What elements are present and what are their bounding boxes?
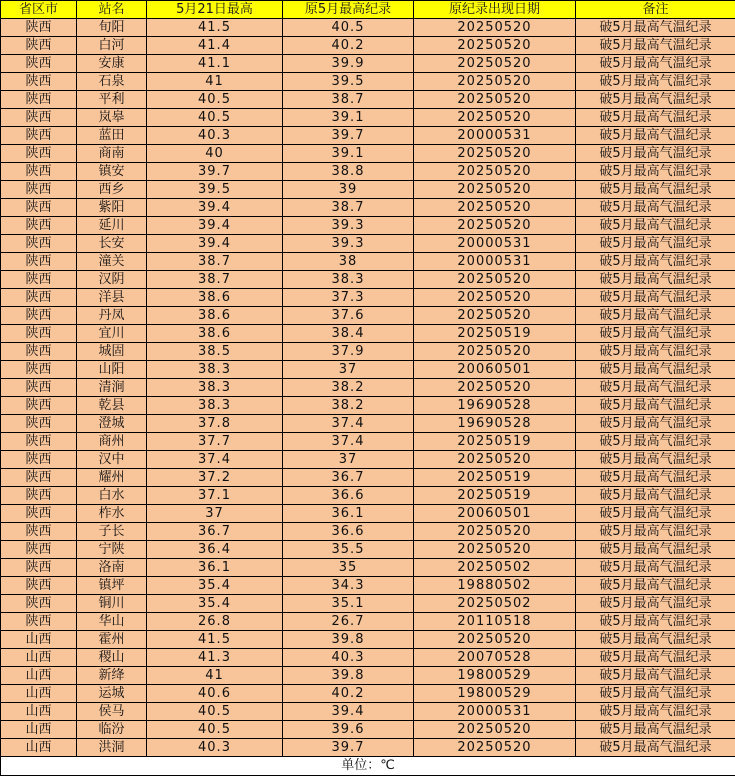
- old-record-cell[interactable]: 39.3: [283, 217, 414, 235]
- province-cell[interactable]: 陕西: [1, 469, 77, 487]
- province-cell[interactable]: 陕西: [1, 271, 77, 289]
- province-cell[interactable]: 陕西: [1, 613, 77, 631]
- remark-cell[interactable]: 破5月最高气温纪录: [576, 703, 735, 721]
- remark-cell[interactable]: 破5月最高气温纪录: [576, 235, 735, 253]
- may21-max-cell[interactable]: 37.4: [147, 451, 283, 469]
- station-cell[interactable]: 新绛: [77, 667, 147, 685]
- record-date-cell[interactable]: 20250520: [414, 91, 576, 109]
- station-cell[interactable]: 耀州: [77, 469, 147, 487]
- table-row: [1, 397, 735, 415]
- table-row: [1, 613, 735, 631]
- station-cell[interactable]: 潼关: [77, 253, 147, 271]
- table-row: [1, 667, 735, 685]
- old-record-cell[interactable]: 39.5: [283, 73, 414, 91]
- may21-max-cell[interactable]: 41.4: [147, 37, 283, 55]
- province-cell[interactable]: 山西: [1, 703, 77, 721]
- table-row: [1, 523, 735, 541]
- province-cell[interactable]: 陕西: [1, 505, 77, 523]
- remark-cell[interactable]: 破5月最高气温纪录: [576, 685, 735, 703]
- province-cell[interactable]: 陕西: [1, 361, 77, 379]
- old-record-cell[interactable]: 38.4: [283, 325, 414, 343]
- station-cell[interactable]: 丹凤: [77, 307, 147, 325]
- may21-max-cell[interactable]: 40.5: [147, 721, 283, 739]
- record-date-cell[interactable]: 20000531: [414, 703, 576, 721]
- remark-cell[interactable]: 破5月最高气温纪录: [576, 37, 735, 55]
- may21-max-cell[interactable]: 38.3: [147, 397, 283, 415]
- old-record-cell[interactable]: 38.8: [283, 163, 414, 181]
- record-date-cell[interactable]: 20250520: [414, 37, 576, 55]
- may21-max-cell[interactable]: 37.1: [147, 487, 283, 505]
- province-cell[interactable]: 陕西: [1, 91, 77, 109]
- record-date-cell[interactable]: 20250520: [414, 307, 576, 325]
- old-record-cell[interactable]: 36.6: [283, 487, 414, 505]
- old-record-cell[interactable]: 37.3: [283, 289, 414, 307]
- may21-max-cell[interactable]: 26.8: [147, 613, 283, 631]
- province-cell[interactable]: 陕西: [1, 73, 77, 91]
- may21-max-cell[interactable]: 36.4: [147, 541, 283, 559]
- old-record-cell[interactable]: 38.2: [283, 397, 414, 415]
- station-cell[interactable]: 洋县: [77, 289, 147, 307]
- old-record-cell[interactable]: 36.1: [283, 505, 414, 523]
- table-row: [1, 559, 735, 577]
- record-date-cell[interactable]: 20250520: [414, 217, 576, 235]
- may21-max-cell[interactable]: 39.5: [147, 181, 283, 199]
- record-date-cell[interactable]: 20250519: [414, 325, 576, 343]
- table-row: [1, 73, 735, 91]
- station-cell[interactable]: 长安: [77, 235, 147, 253]
- record-date-cell[interactable]: 20250520: [414, 145, 576, 163]
- old-record-cell[interactable]: 40.2: [283, 685, 414, 703]
- table-row: [1, 361, 735, 379]
- record-date-cell[interactable]: 20250502: [414, 559, 576, 577]
- table-row: [1, 451, 735, 469]
- may21-max-cell[interactable]: 41: [147, 667, 283, 685]
- remark-cell[interactable]: 破5月最高气温纪录: [576, 325, 735, 343]
- header-remark[interactable]: 备注: [576, 1, 735, 19]
- station-cell[interactable]: 乾县: [77, 397, 147, 415]
- remark-cell[interactable]: 破5月最高气温纪录: [576, 73, 735, 91]
- table-row: [1, 163, 735, 181]
- remark-cell[interactable]: 破5月最高气温纪录: [576, 469, 735, 487]
- remark-cell[interactable]: 破5月最高气温纪录: [576, 505, 735, 523]
- province-cell[interactable]: 山西: [1, 649, 77, 667]
- province-cell[interactable]: 陕西: [1, 109, 77, 127]
- province-cell[interactable]: 陕西: [1, 415, 77, 433]
- may21-max-cell[interactable]: 37.8: [147, 415, 283, 433]
- record-date-cell[interactable]: 20250520: [414, 541, 576, 559]
- old-record-cell[interactable]: 35: [283, 559, 414, 577]
- may21-max-cell[interactable]: 37.7: [147, 433, 283, 451]
- remark-cell[interactable]: 破5月最高气温纪录: [576, 253, 735, 271]
- old-record-cell[interactable]: 38.7: [283, 199, 414, 217]
- footer-row: [1, 757, 735, 776]
- table-row: [1, 433, 735, 451]
- table-row: [1, 631, 735, 649]
- remark-cell[interactable]: 破5月最高气温纪录: [576, 523, 735, 541]
- may21-max-cell[interactable]: 40: [147, 145, 283, 163]
- remark-cell[interactable]: 破5月最高气温纪录: [576, 343, 735, 361]
- header-may21-max[interactable]: 5月21日最高: [147, 1, 283, 19]
- province-cell[interactable]: 陕西: [1, 37, 77, 55]
- record-date-cell[interactable]: 20250520: [414, 73, 576, 91]
- remark-cell[interactable]: 破5月最高气温纪录: [576, 559, 735, 577]
- station-cell[interactable]: 清涧: [77, 379, 147, 397]
- station-cell[interactable]: 侯马: [77, 703, 147, 721]
- record-date-cell[interactable]: 20060501: [414, 361, 576, 379]
- old-record-cell[interactable]: 39.7: [283, 739, 414, 757]
- old-record-cell[interactable]: 39.8: [283, 631, 414, 649]
- remark-cell[interactable]: 破5月最高气温纪录: [576, 649, 735, 667]
- old-record-cell[interactable]: 38: [283, 253, 414, 271]
- may21-max-cell[interactable]: 40.6: [147, 685, 283, 703]
- remark-cell[interactable]: 破5月最高气温纪录: [576, 667, 735, 685]
- station-cell[interactable]: 华山: [77, 613, 147, 631]
- station-cell[interactable]: 西乡: [77, 181, 147, 199]
- remark-cell[interactable]: 破5月最高气温纪录: [576, 181, 735, 199]
- header-old-record[interactable]: 原5月最高纪录: [283, 1, 414, 19]
- may21-max-cell[interactable]: 41.5: [147, 631, 283, 649]
- may21-max-cell[interactable]: 37: [147, 505, 283, 523]
- table-row: [1, 253, 735, 271]
- remark-cell[interactable]: 破5月最高气温纪录: [576, 217, 735, 235]
- record-date-cell[interactable]: 19690528: [414, 397, 576, 415]
- record-date-cell[interactable]: 19690528: [414, 415, 576, 433]
- may21-max-cell[interactable]: 38.7: [147, 253, 283, 271]
- record-date-cell[interactable]: 19800529: [414, 667, 576, 685]
- table-row: [1, 343, 735, 361]
- old-record-cell[interactable]: 35.5: [283, 541, 414, 559]
- may21-max-cell[interactable]: 39.7: [147, 163, 283, 181]
- may21-max-cell[interactable]: 38.3: [147, 379, 283, 397]
- may21-max-cell[interactable]: 35.4: [147, 595, 283, 613]
- remark-cell[interactable]: 破5月最高气温纪录: [576, 307, 735, 325]
- table-row: [1, 55, 735, 73]
- unit-note[interactable]: 单位：℃: [1, 757, 735, 776]
- station-cell[interactable]: 山阳: [77, 361, 147, 379]
- may21-max-cell[interactable]: 40.5: [147, 91, 283, 109]
- record-date-cell[interactable]: 20250520: [414, 343, 576, 361]
- station-cell[interactable]: 岚皋: [77, 109, 147, 127]
- remark-cell[interactable]: 破5月最高气温纪录: [576, 397, 735, 415]
- province-cell[interactable]: 陕西: [1, 289, 77, 307]
- province-cell[interactable]: 陕西: [1, 523, 77, 541]
- old-record-cell[interactable]: 39.3: [283, 235, 414, 253]
- old-record-cell[interactable]: 40.3: [283, 649, 414, 667]
- record-date-cell[interactable]: 20250520: [414, 523, 576, 541]
- station-cell[interactable]: 石泉: [77, 73, 147, 91]
- table-row: [1, 415, 735, 433]
- old-record-cell[interactable]: 40.2: [283, 37, 414, 55]
- table-row: [1, 289, 735, 307]
- table-row: [1, 595, 735, 613]
- province-cell[interactable]: 陕西: [1, 451, 77, 469]
- old-record-cell[interactable]: 37.6: [283, 307, 414, 325]
- may21-max-cell[interactable]: 38.5: [147, 343, 283, 361]
- record-date-cell[interactable]: 19800529: [414, 685, 576, 703]
- station-cell[interactable]: 汉阴: [77, 271, 147, 289]
- old-record-cell[interactable]: 37: [283, 451, 414, 469]
- header-record-date[interactable]: 原纪录出现日期: [414, 1, 576, 19]
- table-row: [1, 109, 735, 127]
- province-cell[interactable]: 陕西: [1, 379, 77, 397]
- old-record-cell[interactable]: 26.7: [283, 613, 414, 631]
- remark-cell[interactable]: 破5月最高气温纪录: [576, 109, 735, 127]
- station-cell[interactable]: 宜川: [77, 325, 147, 343]
- table-row: [1, 199, 735, 217]
- province-cell[interactable]: 陕西: [1, 307, 77, 325]
- remark-cell[interactable]: 破5月最高气温纪录: [576, 433, 735, 451]
- province-cell[interactable]: 陕西: [1, 343, 77, 361]
- table-row: [1, 577, 735, 595]
- record-date-cell[interactable]: 20250520: [414, 271, 576, 289]
- remark-cell[interactable]: 破5月最高气温纪录: [576, 361, 735, 379]
- record-date-cell[interactable]: 20250502: [414, 595, 576, 613]
- station-cell[interactable]: 白河: [77, 37, 147, 55]
- old-record-cell[interactable]: 39.8: [283, 667, 414, 685]
- table-row: [1, 307, 735, 325]
- may21-max-cell[interactable]: 41.5: [147, 19, 283, 37]
- table-row: [1, 217, 735, 235]
- record-date-cell[interactable]: 20060501: [414, 505, 576, 523]
- station-cell[interactable]: 柞水: [77, 505, 147, 523]
- old-record-cell[interactable]: 39.7: [283, 127, 414, 145]
- province-cell[interactable]: 陕西: [1, 235, 77, 253]
- province-cell[interactable]: 陕西: [1, 595, 77, 613]
- station-cell[interactable]: 商南: [77, 145, 147, 163]
- station-cell[interactable]: 宁陕: [77, 541, 147, 559]
- station-cell[interactable]: 蓝田: [77, 127, 147, 145]
- record-date-cell[interactable]: 20250520: [414, 199, 576, 217]
- remark-cell[interactable]: 破5月最高气温纪录: [576, 595, 735, 613]
- may21-max-cell[interactable]: 36.1: [147, 559, 283, 577]
- remark-cell[interactable]: 破5月最高气温纪录: [576, 289, 735, 307]
- record-date-cell[interactable]: 19880502: [414, 577, 576, 595]
- province-cell[interactable]: 山西: [1, 739, 77, 757]
- header-station[interactable]: 站名: [77, 1, 147, 19]
- may21-max-cell[interactable]: 35.4: [147, 577, 283, 595]
- table-row: [1, 181, 735, 199]
- table-row: [1, 145, 735, 163]
- may21-max-cell[interactable]: 36.7: [147, 523, 283, 541]
- table-row: [1, 91, 735, 109]
- remark-cell[interactable]: 破5月最高气温纪录: [576, 163, 735, 181]
- remark-cell[interactable]: 破5月最高气温纪录: [576, 487, 735, 505]
- may21-max-cell[interactable]: 39.4: [147, 217, 283, 235]
- province-cell[interactable]: 陕西: [1, 433, 77, 451]
- record-date-cell[interactable]: 20250520: [414, 55, 576, 73]
- province-cell[interactable]: 陕西: [1, 145, 77, 163]
- remark-cell[interactable]: 破5月最高气温纪录: [576, 271, 735, 289]
- record-date-cell[interactable]: 20250520: [414, 379, 576, 397]
- station-cell[interactable]: 延川: [77, 217, 147, 235]
- record-date-cell[interactable]: 20250519: [414, 469, 576, 487]
- old-record-cell[interactable]: 39.4: [283, 703, 414, 721]
- station-cell[interactable]: 平利: [77, 91, 147, 109]
- record-date-cell[interactable]: 20000531: [414, 235, 576, 253]
- may21-max-cell[interactable]: 40.5: [147, 703, 283, 721]
- remark-cell[interactable]: 破5月最高气温纪录: [576, 127, 735, 145]
- province-cell[interactable]: 陕西: [1, 487, 77, 505]
- old-record-cell[interactable]: 37: [283, 361, 414, 379]
- record-date-cell[interactable]: 20250520: [414, 181, 576, 199]
- remark-cell[interactable]: 破5月最高气温纪录: [576, 145, 735, 163]
- province-cell[interactable]: 陕西: [1, 541, 77, 559]
- may21-max-cell[interactable]: 41.3: [147, 649, 283, 667]
- table-row: [1, 469, 735, 487]
- may21-max-cell[interactable]: 40.3: [147, 127, 283, 145]
- record-date-cell[interactable]: 20000531: [414, 253, 576, 271]
- station-cell[interactable]: 稷山: [77, 649, 147, 667]
- table-row: [1, 487, 735, 505]
- table-row: [1, 325, 735, 343]
- table-row: [1, 127, 735, 145]
- remark-cell[interactable]: 破5月最高气温纪录: [576, 415, 735, 433]
- station-cell[interactable]: 澄城: [77, 415, 147, 433]
- may21-max-cell[interactable]: 38.3: [147, 361, 283, 379]
- record-date-cell[interactable]: 20070528: [414, 649, 576, 667]
- record-date-cell[interactable]: 20250520: [414, 631, 576, 649]
- old-record-cell[interactable]: 36.6: [283, 523, 414, 541]
- may21-max-cell[interactable]: 39.4: [147, 199, 283, 217]
- table-row: [1, 739, 735, 757]
- province-cell[interactable]: 陕西: [1, 397, 77, 415]
- province-cell[interactable]: 陕西: [1, 55, 77, 73]
- station-cell[interactable]: 洛南: [77, 559, 147, 577]
- table-row: [1, 19, 735, 37]
- province-cell[interactable]: 山西: [1, 721, 77, 739]
- remark-cell[interactable]: 破5月最高气温纪录: [576, 19, 735, 37]
- may21-max-cell[interactable]: 41: [147, 73, 283, 91]
- province-cell[interactable]: 陕西: [1, 199, 77, 217]
- station-cell[interactable]: 霍州: [77, 631, 147, 649]
- may21-max-cell[interactable]: 37.2: [147, 469, 283, 487]
- record-date-cell[interactable]: 20250519: [414, 433, 576, 451]
- station-cell[interactable]: 临汾: [77, 721, 147, 739]
- may21-max-cell[interactable]: 40.3: [147, 739, 283, 757]
- station-cell[interactable]: 铜川: [77, 595, 147, 613]
- station-cell[interactable]: 商州: [77, 433, 147, 451]
- province-cell[interactable]: 陕西: [1, 19, 77, 37]
- table-row: [1, 721, 735, 739]
- old-record-cell[interactable]: 39.6: [283, 721, 414, 739]
- may21-max-cell[interactable]: 38.6: [147, 307, 283, 325]
- remark-cell[interactable]: 破5月最高气温纪录: [576, 577, 735, 595]
- record-date-cell[interactable]: 20250520: [414, 289, 576, 307]
- old-record-cell[interactable]: 37.4: [283, 433, 414, 451]
- remark-cell[interactable]: 破5月最高气温纪录: [576, 55, 735, 73]
- old-record-cell[interactable]: 38.2: [283, 379, 414, 397]
- province-cell[interactable]: 陕西: [1, 559, 77, 577]
- old-record-cell[interactable]: 36.7: [283, 469, 414, 487]
- station-cell[interactable]: 镇坪: [77, 577, 147, 595]
- record-date-cell[interactable]: 20250520: [414, 739, 576, 757]
- station-cell[interactable]: 子长: [77, 523, 147, 541]
- station-cell[interactable]: 白水: [77, 487, 147, 505]
- record-date-cell[interactable]: 20110518: [414, 613, 576, 631]
- station-cell[interactable]: 洪洞: [77, 739, 147, 757]
- record-date-cell[interactable]: 20250520: [414, 19, 576, 37]
- station-cell[interactable]: 运城: [77, 685, 147, 703]
- may21-max-cell[interactable]: 39.4: [147, 235, 283, 253]
- record-date-cell[interactable]: 20250520: [414, 721, 576, 739]
- may21-max-cell[interactable]: 38.7: [147, 271, 283, 289]
- remark-cell[interactable]: 破5月最高气温纪录: [576, 721, 735, 739]
- header-row: [1, 1, 735, 19]
- table-row: [1, 37, 735, 55]
- province-cell[interactable]: 陕西: [1, 127, 77, 145]
- record-date-cell[interactable]: 20250520: [414, 109, 576, 127]
- record-date-cell[interactable]: 20250520: [414, 451, 576, 469]
- province-cell[interactable]: 山西: [1, 685, 77, 703]
- old-record-cell[interactable]: 38.3: [283, 271, 414, 289]
- table-row: [1, 505, 735, 523]
- remark-cell[interactable]: 破5月最高气温纪录: [576, 451, 735, 469]
- station-cell[interactable]: 旬阳: [77, 19, 147, 37]
- table-row: [1, 649, 735, 667]
- record-date-cell[interactable]: 20000531: [414, 127, 576, 145]
- may21-max-cell[interactable]: 38.6: [147, 325, 283, 343]
- remark-cell[interactable]: 破5月最高气温纪录: [576, 379, 735, 397]
- province-cell[interactable]: 陕西: [1, 217, 77, 235]
- may21-max-cell[interactable]: 41.1: [147, 55, 283, 73]
- province-cell[interactable]: 陕西: [1, 577, 77, 595]
- station-cell[interactable]: 镇安: [77, 163, 147, 181]
- station-cell[interactable]: 汉中: [77, 451, 147, 469]
- table-row: [1, 703, 735, 721]
- may21-max-cell[interactable]: 40.5: [147, 109, 283, 127]
- old-record-cell[interactable]: 39.9: [283, 55, 414, 73]
- province-cell[interactable]: 陕西: [1, 163, 77, 181]
- remark-cell[interactable]: 破5月最高气温纪录: [576, 199, 735, 217]
- may21-max-cell[interactable]: 38.6: [147, 289, 283, 307]
- old-record-cell[interactable]: 37.9: [283, 343, 414, 361]
- table-row: [1, 271, 735, 289]
- remark-cell[interactable]: 破5月最高气温纪录: [576, 613, 735, 631]
- station-cell[interactable]: 城固: [77, 343, 147, 361]
- province-cell[interactable]: 陕西: [1, 253, 77, 271]
- remark-cell[interactable]: 破5月最高气温纪录: [576, 541, 735, 559]
- remark-cell[interactable]: 破5月最高气温纪录: [576, 739, 735, 757]
- remark-cell[interactable]: 破5月最高气温纪录: [576, 631, 735, 649]
- remark-cell[interactable]: 破5月最高气温纪录: [576, 91, 735, 109]
- table-row: [1, 379, 735, 397]
- old-record-cell[interactable]: 34.3: [283, 577, 414, 595]
- table-body: [1, 19, 735, 757]
- province-cell[interactable]: 山西: [1, 631, 77, 649]
- header-province[interactable]: 省区市: [1, 1, 77, 19]
- old-record-cell[interactable]: 40.5: [283, 19, 414, 37]
- record-date-cell[interactable]: 20250519: [414, 487, 576, 505]
- province-cell[interactable]: 陕西: [1, 181, 77, 199]
- old-record-cell[interactable]: 38.7: [283, 91, 414, 109]
- old-record-cell[interactable]: 39.1: [283, 109, 414, 127]
- table-row: [1, 235, 735, 253]
- old-record-cell[interactable]: 37.4: [283, 415, 414, 433]
- table-row: [1, 541, 735, 559]
- province-cell[interactable]: 陕西: [1, 325, 77, 343]
- old-record-cell[interactable]: 39: [283, 181, 414, 199]
- record-date-cell[interactable]: 20250520: [414, 163, 576, 181]
- province-cell[interactable]: 山西: [1, 667, 77, 685]
- table-row: [1, 685, 735, 703]
- old-record-cell[interactable]: 35.1: [283, 595, 414, 613]
- station-cell[interactable]: 紫阳: [77, 199, 147, 217]
- station-cell[interactable]: 安康: [77, 55, 147, 73]
- old-record-cell[interactable]: 39.1: [283, 145, 414, 163]
